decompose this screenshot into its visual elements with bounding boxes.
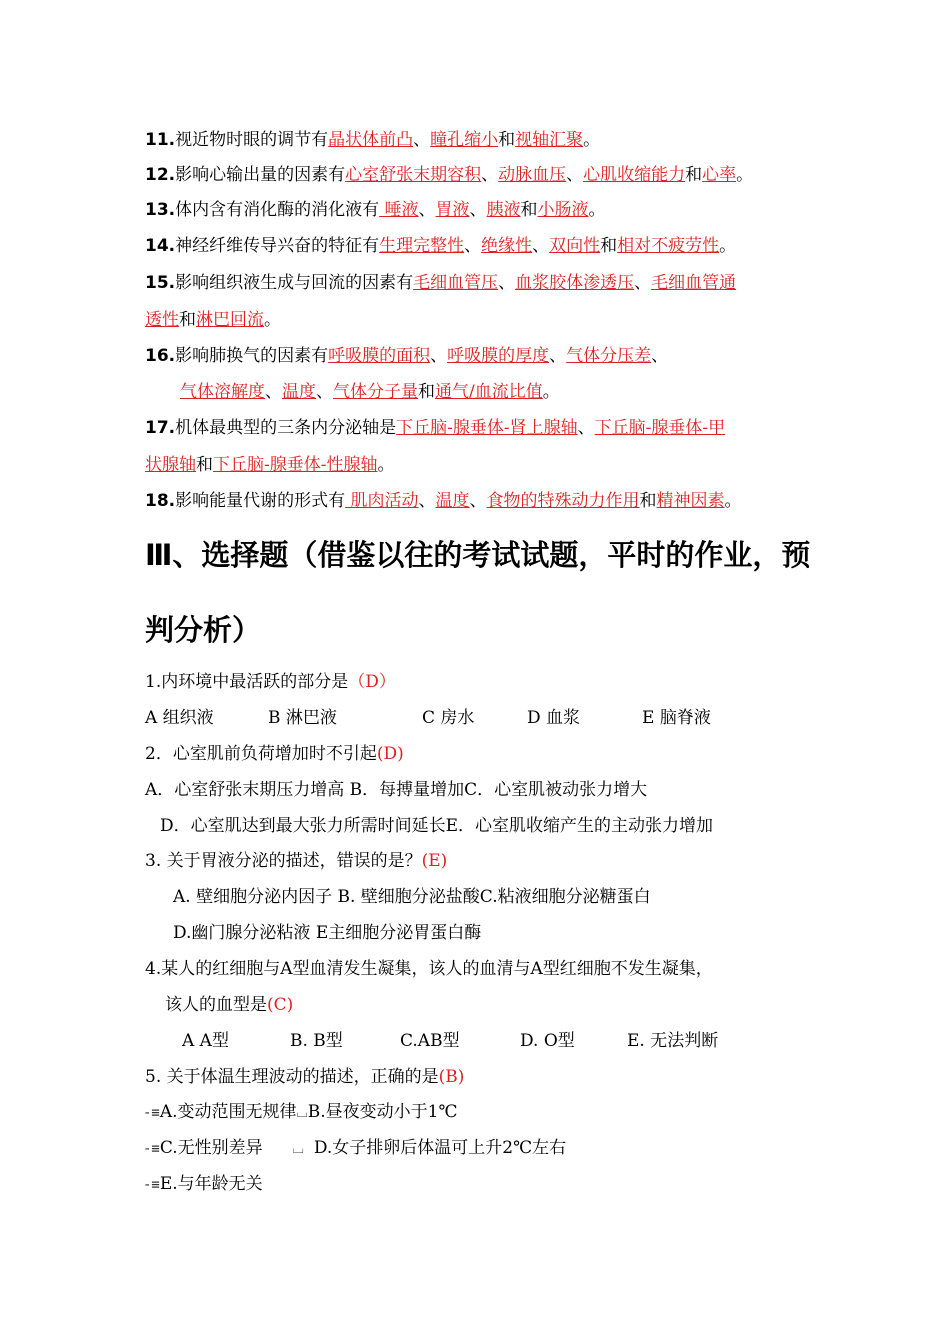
- mc-q5-option-c: C.无性别差异: [159, 1138, 263, 1158]
- mc-q4-stem-cont: 该人的血型是(C): [165, 995, 294, 1015]
- mc-q4-option-d: D. O型: [520, 1031, 575, 1051]
- answer-q3: (E): [421, 851, 448, 871]
- answer-q2: (D): [376, 744, 404, 764]
- mc-q3-options-row2: D.幽门腺分泌粘液 E主细胞分泌胃蛋白酶: [173, 923, 482, 943]
- mc-q5-option-b: B.昼夜变动小于1℃: [307, 1102, 458, 1122]
- fill-q12: 12.影响心输出量的因素有心室舒张末期容积、动脉血压、心肌收缩能力和心率。: [145, 165, 754, 185]
- section-heading-line1: Ⅲ、选择题（借鉴以往的考试试题，平时的作业，预: [145, 538, 811, 572]
- mc-q4-option-e: E. 无法判断: [627, 1031, 719, 1051]
- mc-q5-row2: [143, 1136, 566, 1161]
- fill-q11: 11.视近物时眼的调节有晶状体前凸、瞳孔缩小和视轴汇聚。: [145, 130, 601, 150]
- answer-q1: （D）: [348, 672, 396, 692]
- mc-q5-option-e: E.与年龄无关: [159, 1174, 263, 1194]
- mc-q4-stem: 4.某人的红细胞与A型血清发生凝集，该人的血清与A型红细胞不发生凝集，: [145, 959, 713, 979]
- answer-q5: (B): [438, 1067, 465, 1087]
- mc-q5-option-a: A.变动范围无规律: [159, 1102, 297, 1122]
- fill-q18: 18.影响能量代谢的形式有 肌肉活动、温度、食物的特殊动力作用和精神因素。: [145, 491, 742, 511]
- mc-q1-option-c: C 房水: [422, 708, 475, 728]
- mc-q2-options-row1: A．心室舒张末期压力增高 B．每搏量增加C．心室肌被动张力增大: [145, 780, 648, 800]
- mc-q2-stem: 2．心室肌前负荷增加时不引起(D): [145, 744, 404, 764]
- answer-q4: (C): [267, 995, 294, 1015]
- mc-q4-option-a: A A型: [182, 1031, 229, 1051]
- mc-q1-option-b: B 淋巴液: [268, 708, 337, 728]
- mc-q5-stem: 5. 关于体温生理波动的描述，正确的是(B): [145, 1067, 465, 1087]
- mc-q5-row1: [143, 1100, 457, 1125]
- fill-q14: 14.神经纤维传导兴奋的特征有生理完整性、绝缘性、双向性和相对不疲劳性。: [145, 236, 737, 256]
- fill-q16-line2: 气体溶解度、温度、气体分子量和通气/血流比值。: [180, 382, 560, 402]
- mc-q1-option-a: A 组织液: [145, 708, 214, 728]
- mc-q3-options-row1: A. 壁细胞分泌内因子 B. 壁细胞分泌盐酸C.粘液细胞分泌糖蛋白: [173, 887, 651, 907]
- fill-q17-line1: 17.机体最典型的三条内分泌轴是下丘脑-腺垂体-肾上腺轴、下丘脑-腺垂体-甲: [145, 418, 726, 438]
- section-heading-line2: 判分析）: [145, 613, 262, 647]
- bullet-mark-icon: -≡: [143, 1105, 160, 1121]
- mc-q4-option-b: B. B型: [290, 1031, 343, 1051]
- mc-q5-option-d: D.女子排卵后体温可上升2℃左右: [313, 1138, 567, 1158]
- bullet-mark-icon: -≡: [143, 1177, 160, 1193]
- fill-q13: 13.体内含有消化酶的消化液有 唾液、胃液、胰液和小肠液。: [145, 200, 606, 220]
- mc-q1-option-e: E 脑脊液: [642, 708, 711, 728]
- mc-q2-options-row2: D．心室肌达到最大张力所需时间延长E．心室肌收缩产生的主动张力增加: [160, 816, 714, 836]
- fill-q16-line1: 16.影响肺换气的因素有呼吸膜的面积、呼吸膜的厚度、气体分压差、: [145, 346, 669, 366]
- mc-q1-option-d: D 血浆: [527, 708, 581, 728]
- tab-mark-icon: ⌴: [292, 1141, 304, 1157]
- tab-mark-icon: ⌴: [296, 1105, 308, 1121]
- mc-q3-stem: 3. 关于胃液分泌的描述，错误的是？(E): [145, 851, 448, 871]
- fill-q15-line1: 15.影响组织液生成与回流的因素有毛细血管压、血浆胶体渗透压、毛细血管通: [145, 273, 737, 293]
- mc-q4-option-c: C.AB型: [400, 1031, 460, 1051]
- fill-q15-line2: 透性和淋巴回流。: [145, 310, 281, 330]
- bullet-mark-icon: -≡: [143, 1141, 160, 1157]
- mc-q5-row3: [143, 1172, 263, 1197]
- mc-q1-stem: 1.内环境中最活跃的部分是（D）: [145, 672, 396, 692]
- fill-q17-line2: 状腺轴和下丘脑-腺垂体-性腺轴。: [145, 455, 395, 475]
